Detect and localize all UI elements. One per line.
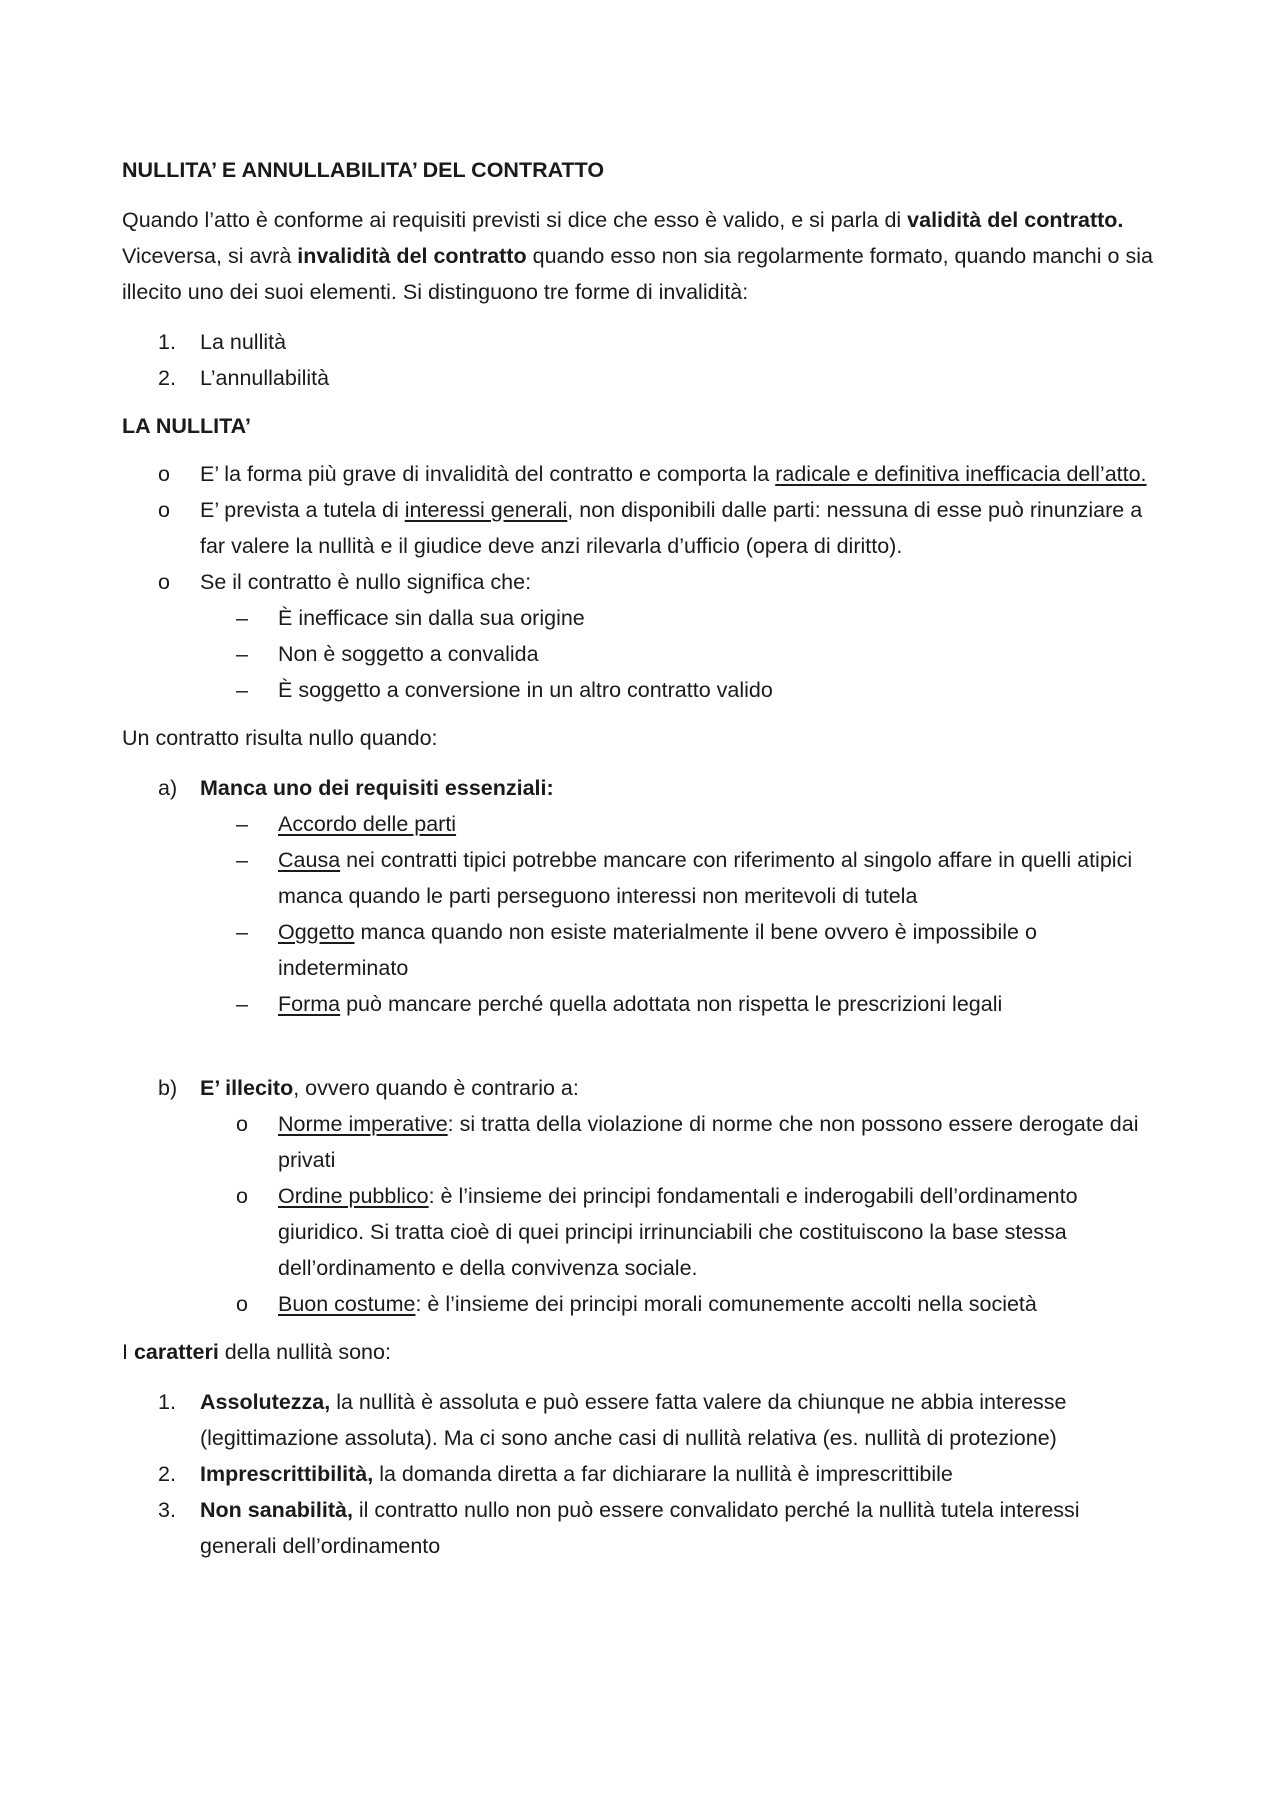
caratteri-list: [122, 1384, 1162, 1564]
list-item: [122, 1384, 1162, 1456]
intro-bold-invalidita: invalidità del contratto: [297, 244, 527, 268]
list-item: [122, 324, 1162, 360]
dash-bullet-icon: –: [236, 920, 248, 944]
circle-bullet-icon: o: [158, 462, 170, 486]
dash-bullet-icon: –: [236, 678, 248, 702]
list-item-text: È inefficace sin dalla sua origine: [278, 606, 585, 630]
list-item: [122, 360, 1162, 396]
list-item-text: può mancare perché quella adottata non rispetta le prescrizioni legali: [340, 992, 1003, 1016]
sub-list-item: [122, 600, 1162, 636]
list-item-bold: Imprescrittibilità,: [200, 1462, 374, 1486]
caratteri-paragraph: [122, 1334, 1162, 1370]
list-item-bold: Assolutezza,: [200, 1390, 331, 1414]
list-item: [122, 456, 1162, 492]
document-title: NULLITA’ E ANNULLABILITA’ DEL CONTRATTO: [122, 158, 605, 182]
caratteri-text: I: [122, 1340, 134, 1364]
list-item-text: la nullità è assoluta e può essere fatta valere da chiunque ne abbia interesse (legittimazione assoluta). Ma ci sono anche casi di nullità relativa (es. nullità di protezione): [200, 1390, 1067, 1450]
sub-list-item: [122, 842, 1162, 914]
underlined-text: Norme imperative: [278, 1112, 448, 1136]
list-item: [122, 564, 1162, 600]
underlined-text: radicale e definitiva inefficacia dell’atto.: [775, 462, 1147, 486]
list-number: 1.: [158, 330, 176, 354]
sub-list-item: [122, 1178, 1162, 1286]
list-item: [122, 770, 1162, 806]
case-b-list: [122, 1070, 1162, 1322]
list-item-text: Non è soggetto a convalida: [278, 642, 539, 666]
underlined-text: interessi generali: [404, 498, 568, 522]
sub-list-item: [122, 986, 1162, 1022]
caratteri-bold: caratteri: [133, 1340, 219, 1364]
circle-bullet-icon: o: [158, 570, 170, 594]
circle-bullet-icon: o: [236, 1184, 248, 1208]
dash-bullet-icon: –: [236, 992, 248, 1016]
list-number: 2.: [158, 1462, 176, 1486]
underlined-text: Buon costume: [278, 1292, 416, 1316]
list-item: [122, 492, 1162, 564]
intro-text: quando esso non sia regolarmente formato, quando manchi o sia illecito uno dei suoi elementi. Si distinguono tre forme di invalidità:: [122, 244, 1153, 304]
underlined-text: Forma: [278, 992, 341, 1016]
dash-bullet-icon: –: [236, 642, 248, 666]
nullita-points-list: [122, 456, 1162, 708]
list-letter: b): [158, 1076, 178, 1100]
sub-list-item: [122, 672, 1162, 708]
list-item-text: È soggetto a conversione in un altro contratto valido: [278, 678, 773, 702]
circle-bullet-icon: o: [236, 1292, 248, 1316]
case-a-list: [122, 770, 1162, 1022]
list-item-text: : è l’insieme dei principi fondamentali e inderogabili dell’ordinamento giuridico. Si tratta cioè di quei principi irrinunciabili che costituiscono la base stessa dell’ordinamento e della convivenza sociale.: [278, 1184, 1078, 1280]
list-item-text: nei contratti tipici potrebbe mancare con riferimento al singolo affare in quelli atipici manca quando le parti perseguono interessi non meritevoli di tutela: [278, 848, 1133, 908]
underlined-text: Oggetto: [278, 920, 355, 944]
underlined-text: Causa: [278, 848, 341, 872]
intro-text: Viceversa, si avrà: [122, 244, 298, 268]
intro-text: Quando l’atto è conforme ai requisiti previsti si dice che esso è valido, e si parla di: [122, 208, 908, 232]
list-number: 2.: [158, 366, 176, 390]
underlined-text: Accordo delle parti: [278, 812, 457, 836]
list-item-bold: Non sanabilità,: [200, 1498, 353, 1522]
sub-list-item: [122, 806, 1162, 842]
list-item-text: , ovvero quando è contrario a:: [293, 1076, 579, 1100]
circle-bullet-icon: o: [236, 1112, 248, 1136]
dash-bullet-icon: –: [236, 848, 248, 872]
case-b-title: E’ illecito: [200, 1076, 294, 1100]
list-item-text: manca quando non esiste materialmente il bene ovvero è impossibile o indeterminato: [278, 920, 1037, 980]
list-letter: a): [158, 776, 178, 800]
sub-list-item: [122, 914, 1162, 986]
list-item: [122, 1070, 1162, 1106]
list-item-text: : si tratta della violazione di norme che non possono essere derogate dai privati: [278, 1112, 1139, 1172]
list-item-text: La nullità: [200, 330, 287, 354]
list-number: 1.: [158, 1390, 176, 1414]
circle-bullet-icon: o: [158, 498, 170, 522]
list-item-text: : è l’insieme dei principi morali comunemente accolti nella società: [415, 1292, 1037, 1316]
list-item-text: E’ la forma più grave di invalidità del contratto e comporta la: [200, 462, 776, 486]
section-heading-nullita: LA NULLITA’: [122, 414, 251, 438]
dash-bullet-icon: –: [236, 812, 248, 836]
list-item-text: la domanda diretta a far dichiarare la nullità è imprescrittibile: [373, 1462, 953, 1486]
intro-paragraph: [122, 202, 1162, 310]
list-item: [122, 1456, 1162, 1492]
list-item-text: il contratto nullo non può essere convalidato perché la nullità tutela interessi generali dell’ordinamento: [200, 1498, 1080, 1558]
list-item-text: L’annullabilità: [200, 366, 330, 390]
sub-list-item: [122, 1106, 1162, 1178]
list-item-text: Se il contratto è nullo significa che:: [200, 570, 532, 594]
caratteri-text: della nullità sono:: [218, 1340, 391, 1364]
dash-bullet-icon: –: [236, 606, 248, 630]
list-item-text: E’ prevista a tutela di: [200, 498, 405, 522]
intro-bold-validita: validità del contratto.: [907, 208, 1124, 232]
list-number: 3.: [158, 1498, 176, 1522]
case-a-title: Manca uno dei requisiti essenziali:: [200, 776, 554, 800]
null-when-paragraph: Un contratto risulta nullo quando:: [122, 726, 438, 750]
sub-list-item: [122, 1286, 1162, 1322]
invalidity-forms-list: [122, 324, 1162, 396]
sub-list-item: [122, 636, 1162, 672]
underlined-text: Ordine pubblico: [278, 1184, 429, 1208]
document-page: [122, 152, 1162, 1564]
list-item: [122, 1492, 1162, 1564]
list-item-text: , non disponibili dalle parti: nessuna di esse può rinunziare a far valere la nullità e il giudice deve anzi rilevarla d’ufficio (opera di diritto).: [200, 498, 1143, 558]
